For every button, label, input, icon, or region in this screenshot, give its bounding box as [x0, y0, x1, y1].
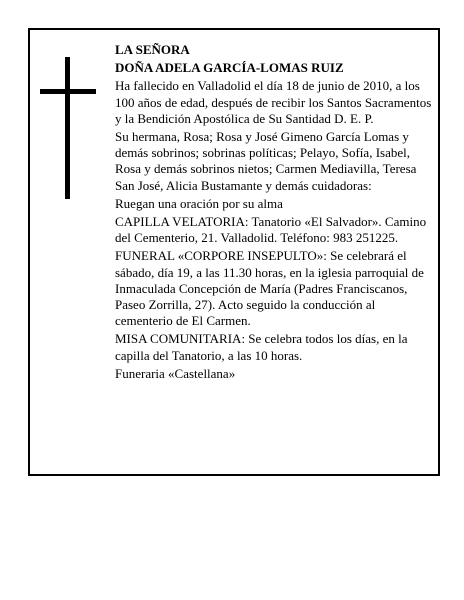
cross-vertical-bar: [65, 57, 70, 199]
prayer-request: Ruegan una oración por su alma: [115, 195, 283, 211]
cross-horizontal-bar: [40, 89, 96, 94]
mourners-list: Su hermana, Rosa; Rosa y José Gimeno García Lomas y demás sobrinos; sobrinas políticas; Pelayo, Sofía, Isabel, Rosa y demás sobrinos nietos; Carmen Mediavilla, Teresa San José, Alicia Bustamante y demás cuidadoras:: [115, 129, 417, 193]
notice-title: LA SEÑORA: [115, 42, 190, 57]
obituary-notice: [28, 28, 440, 476]
wake-chapel-info: CAPILLA VELATORIA: Tanatorio «El Salvador». Camino del Cementerio, 21. Valladolid. Teléfono: 983 251225.: [115, 214, 427, 246]
death-announcement: Ha fallecido en Valladolid el día 18 de junio de 2010, a los 100 años de edad, después de recibir los Santos Sacramentos y la Bendición Apostólica de Su Santidad D. E. P.: [115, 78, 432, 126]
funeral-home: Funeraria «Castellana»: [115, 365, 236, 381]
funeral-info: FUNERAL «CORPORE INSEPULTO»: Se celebrará el sábado, día 19, a las 11.30 horas, en la iglesia parroquial de Inmaculada Concepción de María (Padres Franciscanos, Paseo Zorrilla, 27). Acto seguido la conducción al cementerio de El Carmen.: [115, 248, 424, 329]
notice-text: [115, 42, 435, 384]
deceased-name: DOÑA ADELA GARCÍA-LOMAS RUIZ: [115, 60, 344, 76]
mass-info: MISA COMUNITARIA: Se celebra todos los días, en la capilla del Tanatorio, a las 10 horas.: [115, 331, 408, 363]
